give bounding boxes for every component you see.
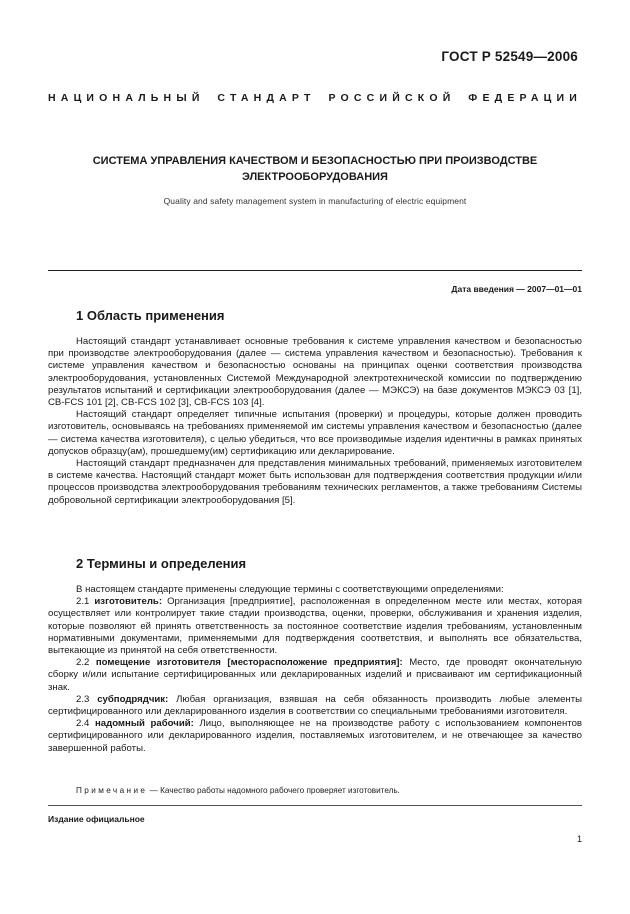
introduction-date: Дата введения — 2007—01—01 bbox=[451, 284, 582, 294]
document-code: ГОСТ Р 52549—2006 bbox=[441, 49, 578, 64]
term-definition: Организация [предприятие], расположенная в определенном месте или местах, которая осуществляет или контролирует такие стадии производства, оценки, проверки, обслуживания и хранения изделия, которые позволяют ей принять ответственность за постоянное соответствие изделия требованиям, установленным нормативными документами, применяемыми для подтверждения соответствия, и выполнять все обязательства, вытекающие из принятой на себя ответственности. bbox=[48, 596, 582, 657]
banner-word: СТАНДАРТ bbox=[217, 92, 316, 104]
english-title: Quality and safety management system in manufacturing of electric equipment bbox=[163, 196, 467, 206]
paragraph: Настоящий стандарт определяет типичные испытания (проверки) и процедуры, которые должен проводить изготовитель, основываясь на требованиях применяемой им системы управления качеством и безопасностью (далее — система качества изготовителя), с целью убедиться, что все производимые изделия идентичны в рамках принятых допусков образцу(ам), прошедшему(им) сертификацию или декларирование. bbox=[48, 409, 582, 457]
term-definition: Любая организация, взявшая на себя обязанность производить любые элементы сертифицированного или декларированного изделия в соответствии со специальными требованиями изготовителя. bbox=[48, 693, 582, 718]
section-2-heading: 2 Термины и определения bbox=[76, 556, 247, 571]
document-title bbox=[60, 153, 570, 185]
term-name: надомный рабочий: bbox=[94, 718, 194, 730]
banner-word: ФЕДЕРАЦИИ bbox=[468, 92, 582, 104]
term-number: 2.1 bbox=[76, 596, 90, 608]
term-name: помещение изготовителя [месторасположение предприятия]: bbox=[95, 657, 403, 669]
paragraph: Настоящий стандарт устанавливает основные требования к системе управления качеством и безопасностью при производстве электрооборудования (далее — система управления качеством и безопасностью). Требования к системе управления качеством и безопасностью основаны на принципах оценки соответствия производства электрооборудования, установленных Системой Международной электротехнической комиссии по подтверждению результатов испытаний и сертификации электрооборудования (далее — МЭКСЭ) на базе документов МЭКСЭ 03 [1], CB-FCS 101 [2], CB-FCS 102 [3], CB-FCS 103 [4]. bbox=[48, 336, 582, 409]
paragraph: В настоящем стандарте применены следующие термины с соответствующими определениями: bbox=[76, 584, 504, 595]
national-standard-banner bbox=[48, 92, 582, 104]
term-definition: Место, где проводят окончательную сборку и/или испытание сертифицированных или декларированных изделий и присваивают им сертификационный знак. bbox=[48, 657, 582, 693]
term-definition: Лицо, выполняющее не на производстве работу с использованием компонентов сертифицированного или декларированного изделия, поставляемых изготовителем, и не отвечающее за качество завершенной работы. bbox=[48, 718, 582, 754]
note bbox=[76, 786, 400, 795]
note-text: — Качество работы надомного рабочего проверяет изготовитель. bbox=[149, 786, 400, 795]
section-1-body bbox=[48, 336, 582, 507]
page-number: 1 bbox=[576, 834, 582, 844]
note-label: Примечание bbox=[76, 786, 148, 795]
term-name: субподрядчик: bbox=[97, 693, 169, 705]
banner-word: РОССИЙСКОЙ bbox=[328, 92, 456, 104]
edition-label: Издание официальное bbox=[48, 814, 145, 824]
section-2-body bbox=[48, 584, 582, 755]
paragraph: Настоящий стандарт предназначен для представления минимальных требований, применяемых изготовителем в системе качества. Настоящий стандарт может быть использован для подтверждения соответствия продукции и/или процессов производства электрооборудования требованиям технических регламентов, а также требованиям Системы добровольной сертификации электрооборудования [5]. bbox=[48, 458, 582, 506]
term-name: изготовитель: bbox=[94, 596, 163, 608]
term-entry bbox=[48, 596, 582, 657]
term-number: 2.3 bbox=[76, 693, 90, 705]
header-divider bbox=[48, 270, 582, 271]
footer-divider bbox=[48, 805, 582, 806]
term-number: 2.2 bbox=[76, 657, 90, 669]
title-line: ЭЛЕКТРООБОРУДОВАНИЯ bbox=[242, 171, 388, 183]
title-line: СИСТЕМА УПРАВЛЕНИЯ КАЧЕСТВОМ И БЕЗОПАСНОСТЬЮ ПРИ ПРОИЗВОДСТВЕ bbox=[92, 155, 538, 167]
banner-word: НАЦИОНАЛЬНЫЙ bbox=[48, 92, 205, 104]
term-entry bbox=[48, 657, 582, 694]
term-number: 2.4 bbox=[76, 718, 90, 730]
term-entry bbox=[48, 694, 582, 718]
section-1-heading: 1 Область применения bbox=[76, 308, 225, 323]
term-entry bbox=[48, 718, 582, 755]
